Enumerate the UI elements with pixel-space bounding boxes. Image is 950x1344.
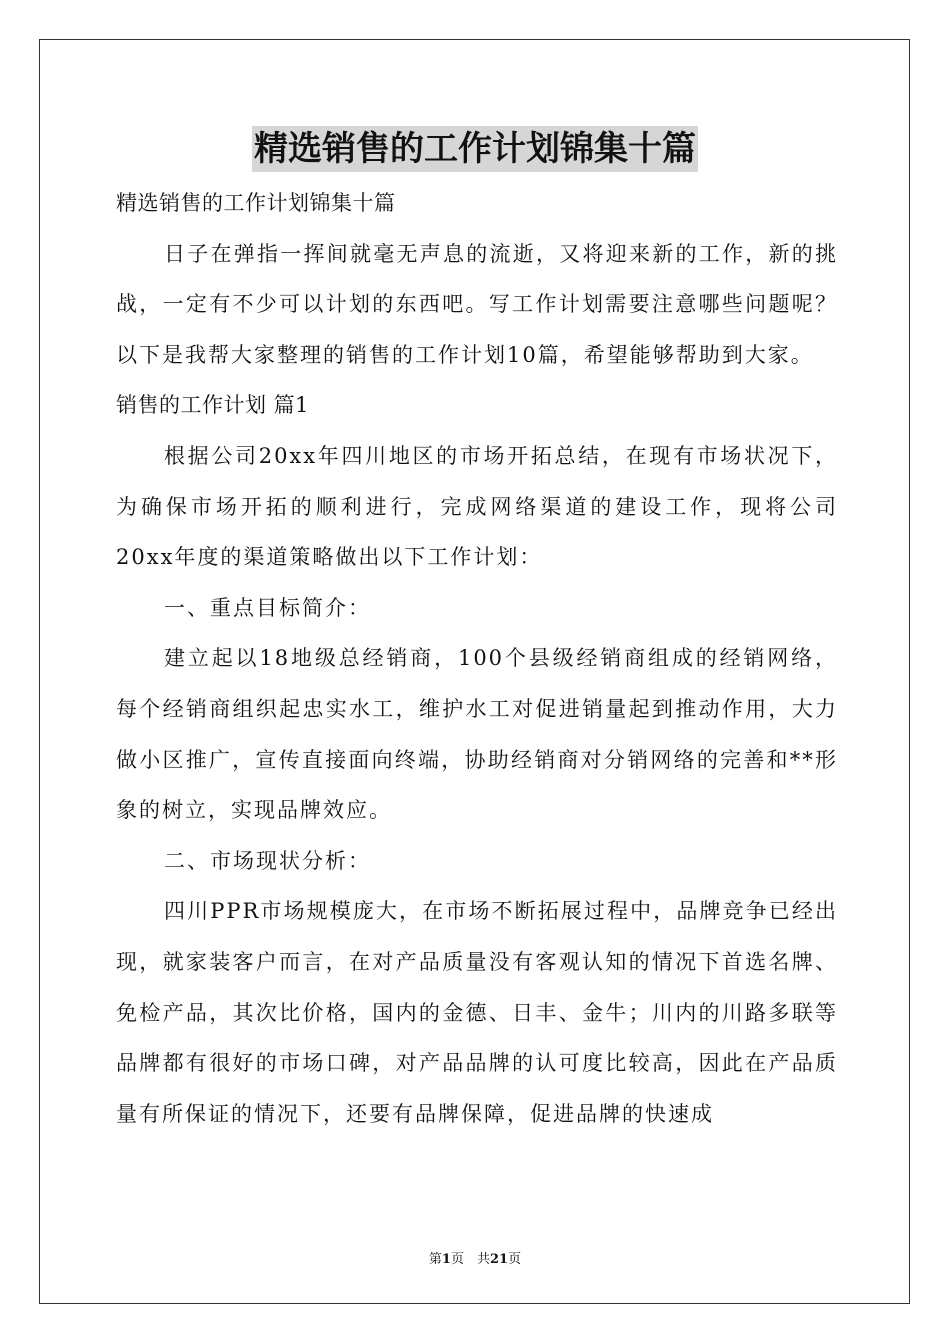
document-body [116,178,838,1139]
subheading-2: 二、市场现状分析： [164,848,371,873]
body-paragraph-3: 四川PPR市场规模庞大，在市场不断拓展过程中，品牌竞争已经出现，就家装客户而言，在对产品质量没有客观认知的情况下首选名牌、免检产品，其次比价格，国内的金德、日丰、金牛；川内的川路多联等品牌都有很好的市场口碑，对产品品牌的认可度比较高，因此在产品质量有所保证的情况下，还要有品牌保障，促进品牌的快速成 [116,899,838,1126]
section-heading: 销售的工作计划 篇1 [116,393,310,418]
body-paragraph-2: 建立起以18地级总经销商，100个县级经销商组成的经销网络，每个经销商组织起忠实水工，维护水工对促进销量起到推动作用，大力做小区推广，宣传直接面向终端，协助经销商对分销网络的完善和**形象的树立，实现品牌效应。 [116,646,838,823]
page-mid: 页 共 [450,1252,490,1267]
intro-paragraph: 日子在弹指一挥间就毫无声息的流逝，又将迎来新的工作，新的挑战，一定有不少可以计划的东西吧。写工作计划需要注意哪些问题呢？以下是我帮大家整理的销售的工作计划10篇，希望能够帮助到大家。 [116,241,838,367]
document-title: 精选销售的工作计划锦集十篇 [252,126,698,172]
page-prefix: 第 [428,1252,442,1267]
page-total: 21 [489,1252,509,1267]
page-suffix: 页 [508,1252,522,1267]
body-paragraph-1: 根据公司20xx年四川地区的市场开拓总结，在现有市场状况下，为确保市场开拓的顺利进行，完成网络渠道的建设工作，现将公司20xx年度的渠道策略做出以下工作计划： [116,443,838,570]
page-current: 1 [441,1252,451,1267]
page-footer [0,1248,950,1267]
title-area [0,126,950,172]
subheading-1: 一、重点目标简介： [164,595,371,620]
document-subtitle: 精选销售的工作计划锦集十篇 [116,191,396,215]
